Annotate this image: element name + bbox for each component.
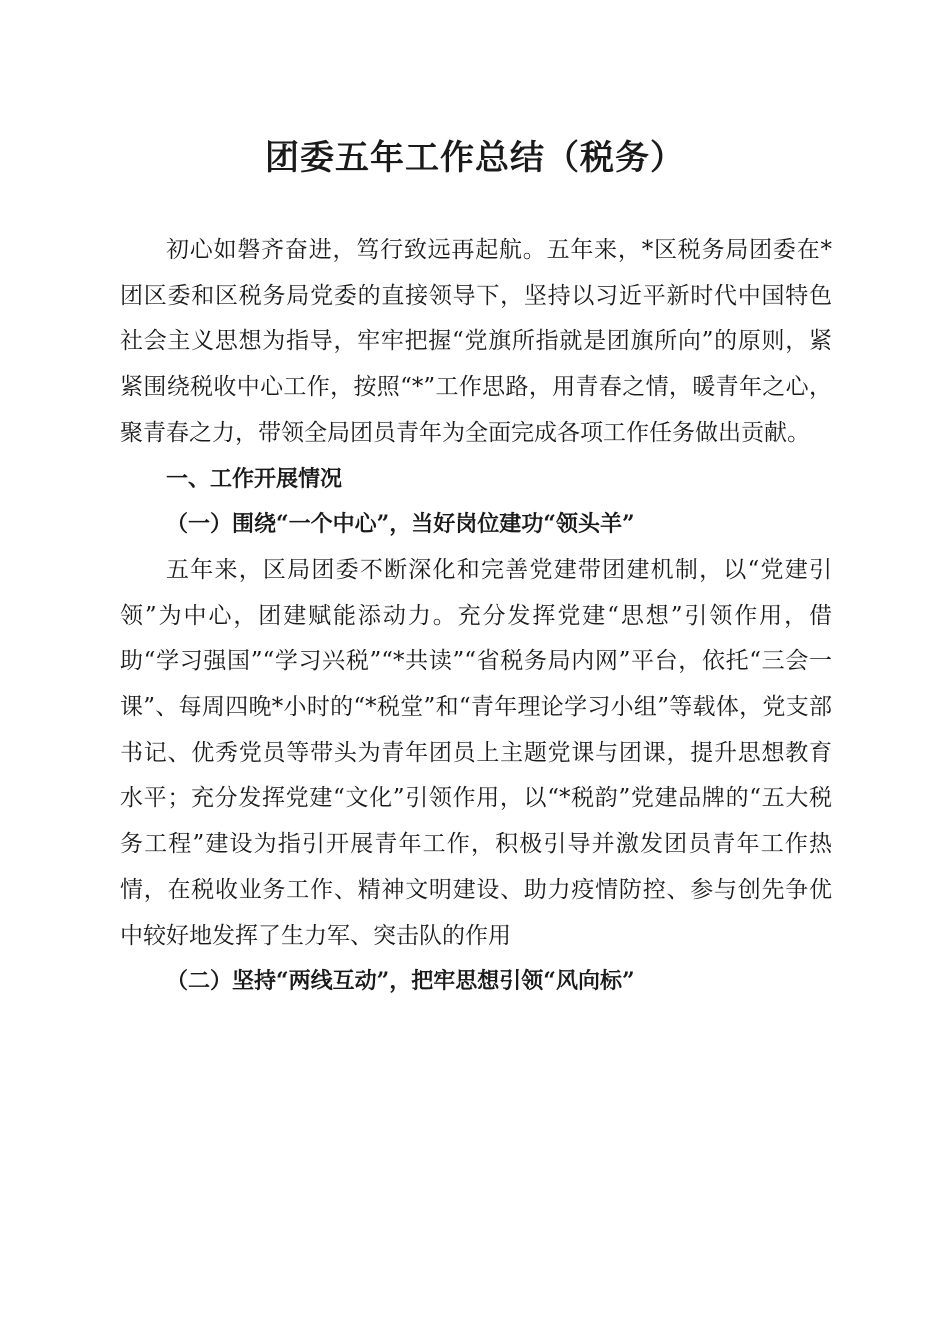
intro-paragraph: 初心如磐齐奋进，笃行致远再起航。五年来，*区税务局团委在*团区委和区税务局党委的直接领导下，坚持以习近平新时代中国特色社会主义思想为指导，牢牢把握“党旗所指就是团旗所向”的原则，紧紧围绕税收中心工作，按照“*”工作思路，用青春之情，暖青年之心，聚青春之力，带领全局团员青年为全面完成各项工作任务做出贡献。: [120, 237, 832, 446]
subsection-heading-1: （一）围绕“一个中心”，当好岗位建功“领头羊”: [166, 511, 635, 538]
body-paragraph: 五年来，区局团委不断深化和完善党建带团建机制，以“党建引领”为中心，团建赋能添动力。充分发挥党建“思想”引领作用，借助“学习强国”“学习兴税”“*共读”“省税务局内网”平台，依托“三会一课”、每周四晚*小时的“*税堂”和“青年理论学习小组”等载体，党支部书记、优秀党员等带头为青年团员上主题党课与团课，提升思想教育水平；充分发挥党建“文化”引领作用，以“*税韵”党建品牌的“五大税务工程”建设为指引开展青年工作，积极引导并激发团员青年工作热情，在税收业务工作、精神文明建设、助力疫情防控、参与创先争优中较好地发挥了生力军、突击队的作用: [120, 556, 832, 949]
subsection-heading-2: （二）坚持“两线互动”，把牢思想引领“风向标”: [166, 968, 635, 995]
section-heading-1: 一、工作开展情况: [166, 466, 343, 492]
document-body: [120, 228, 832, 1005]
document-title: 团委五年工作总结（税务）: [265, 138, 685, 178]
